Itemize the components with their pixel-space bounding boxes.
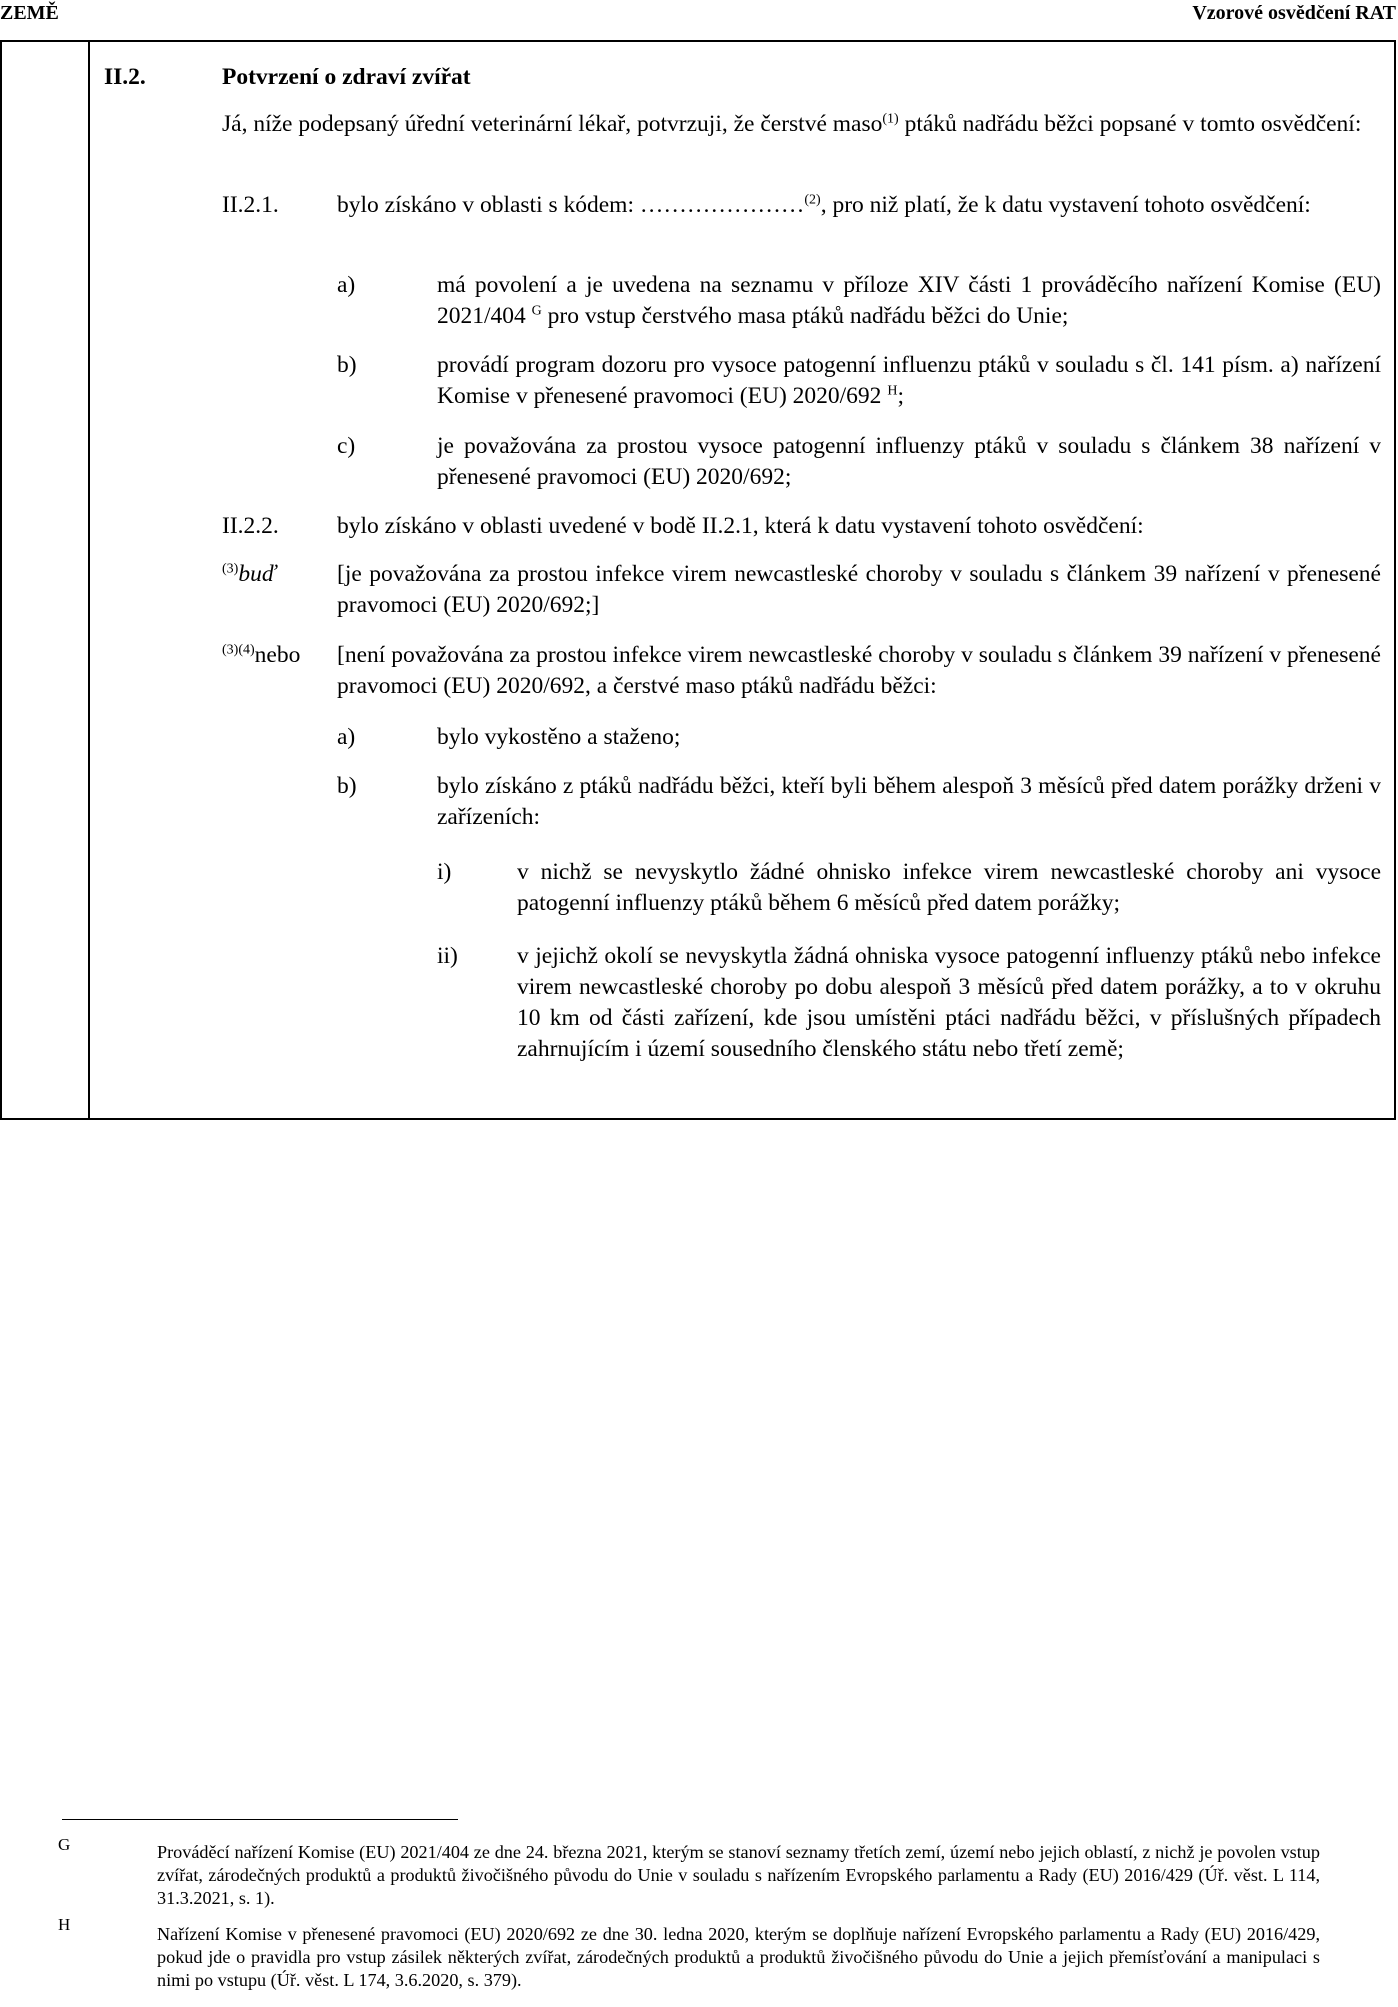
footnote-h-text: Nařízení Komise v přenesené pravomoci (EU) 2020/692 ze dne 30. ledna 2020, kterým se doplňuje nařízení Evropského parlamentu a Rady (EU) 2016/429, pokud jde o pravidla pro vstup zásilek některých zvířat, zárodečných produktů a produktů živočišného původu do Unie a jejich přemísťování a manipulaci s nimi po vstupu (Úř. věst. L 174, 3.6.2020, s. 379). xyxy=(157,1924,1320,1990)
item-221-label: II.2.1. xyxy=(222,192,279,218)
footnote-ref-1: (1) xyxy=(882,111,899,127)
item-221-c-label: c) xyxy=(337,433,356,459)
footnote-g-text: Prováděcí nařízení Komise (EU) 2021/404 ze dne 24. března 2021, kterým se stanoví seznamy třetích zemí, území nebo jejich oblastí, z nichž je povolen vstup zvířat, zárodečných produktů a produktů živočišného původu do Unie v souladu s nařízením Evropského parlamentu a Rady (EU) 2016/429 (Úř. věst. L 114, 31.3.2021, s. 1). xyxy=(157,1842,1320,1908)
item-221-a-text: má povolení a je uvedena na seznamu v příloze XIV části 1 prováděcího nařízení Komise (EU) 2021/404 $^G$ pro vstup čerstvého masa ptáků nadřádu běžci do Unie; xyxy=(437,272,1381,329)
or-a-text: bylo vykostěno a staženo; xyxy=(437,724,681,750)
item-221-a-label: a) xyxy=(337,272,356,298)
header-country-label: ZEMĚ xyxy=(0,2,59,24)
footnote-ref-h: H xyxy=(887,383,898,399)
intro-statement: Já, níže podepsaný úřední veterinární lékař, potvrzuji, že čerstvé maso$^{(1)}$ ptáků nadřádu běžci popsané v tomto osvědčení: xyxy=(222,111,1362,137)
item-221-b-label: b) xyxy=(337,352,357,378)
footnote-ref-g: G xyxy=(531,303,542,319)
either-text: [je považována za prostou infekce virem newcastleské choroby v souladu s článkem 39 nařízení v přenesené pravomoci (EU) 2020/692;] xyxy=(337,561,1381,618)
section-number: II.2. xyxy=(104,64,146,90)
or-b-label: b) xyxy=(337,773,357,799)
or-b-text: bylo získáno z ptáků nadřádu běžci, kteří byli během alespoň 3 měsíců před datem porážky drženi v zařízeních: xyxy=(437,773,1381,830)
section-title: Potvrzení o zdraví zvířat xyxy=(222,64,471,90)
item-221-c-text: je považována za prostou vysoce patogenní influenzy ptáků v souladu s článkem 38 nařízení v přenesené pravomoci (EU) 2020/692; xyxy=(437,433,1381,490)
or-a-label: a) xyxy=(337,724,356,750)
footnote-ref-2: (2) xyxy=(804,192,821,208)
item-222-label: II.2.2. xyxy=(222,513,279,539)
header-certificate-title: Vzorové osvědčení RAT xyxy=(1192,2,1396,24)
or-label: $^{(3)(4)}$nebo xyxy=(222,642,301,668)
or-ii-label: ii) xyxy=(437,943,458,969)
or-i-text: v nichž se nevyskytlo žádné ohnisko infekce virem newcastleské choroby ani vysoce patogenní influenzy ptáků během 6 měsíců před datem porážky; xyxy=(517,859,1381,916)
item-221-text: bylo získáno v oblasti s kódem: …………………$^{(2)}$, pro niž platí, že k datu vystavení tohoto osvědčení: xyxy=(337,192,1311,218)
footnote-h-mark: H xyxy=(58,1915,71,1934)
footnote-separator xyxy=(62,1819,458,1820)
either-label: $^{(3)}$buď xyxy=(222,561,277,587)
footnote-g-mark: G xyxy=(58,1835,71,1854)
column-divider xyxy=(88,42,90,1118)
or-i-label: i) xyxy=(437,859,452,885)
footnote-ref-3: (3) xyxy=(222,561,239,577)
item-222-text: bylo získáno v oblasti uvedené v bodě II.2.1, která k datu vystavení tohoto osvědčení: xyxy=(337,513,1144,539)
or-ii-text: v jejichž okolí se nevyskytla žádná ohniska vysoce patogenní influenzy ptáků nebo infekce virem newcastleské choroby po dobu alespoň 3 měsíců před datem porážky, a to v okruhu 10 km od části zařízení, kde jsou umístěni ptáci nadřádu běžci, v příslušných případech zahrnujícím i území sousedního členského státu nebo třetí země; xyxy=(517,943,1381,1062)
footnote-ref-3-4: (3)(4) xyxy=(222,642,255,658)
item-221-b-text: provádí program dozoru pro vysoce patogenní influenzu ptáků v souladu s čl. 141 písm. a) nařízení Komise v přenesené pravomoci (EU) 2020/692 $^H$; xyxy=(437,352,1381,409)
or-text: [není považována za prostou infekce virem newcastleské choroby v souladu s článkem 39 nařízení v přenesené pravomoci (EU) 2020/692, a čerstvé maso ptáků nadřádu běžci: xyxy=(337,642,1381,699)
